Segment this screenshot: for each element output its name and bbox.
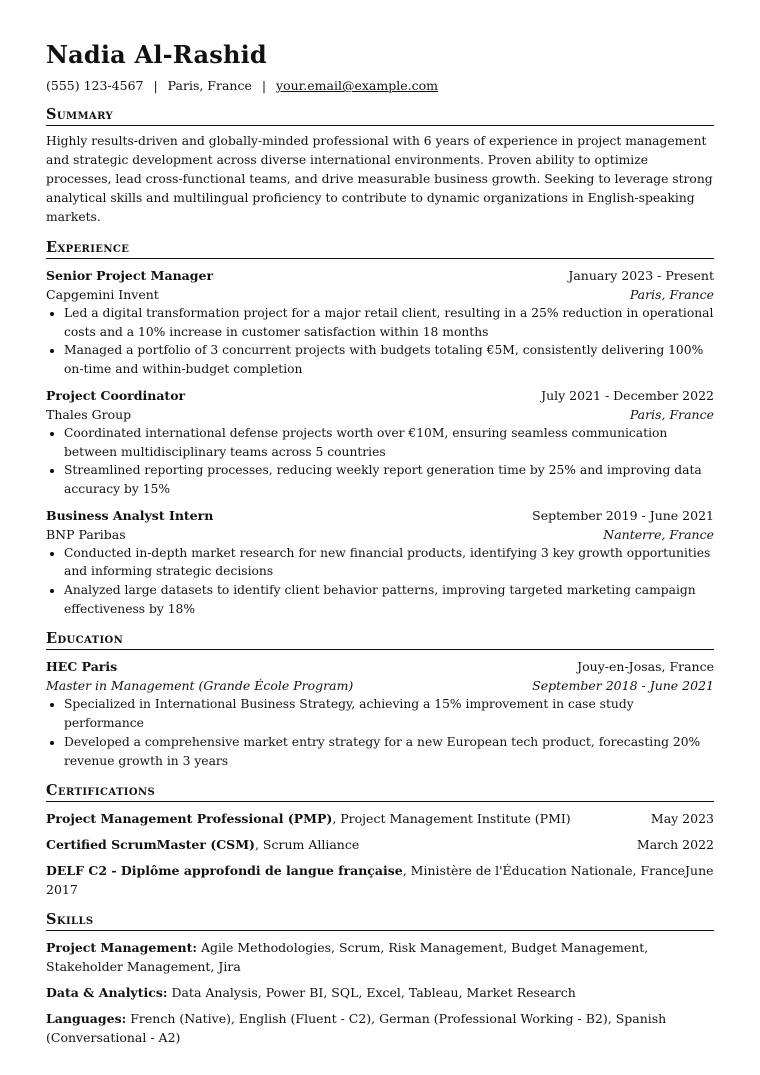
job-bullet: • Managed a portfolio of 3 concurrent projects with budgets totaling €5M, consistently delivering 100% on-time and within-budget completion — [64, 341, 714, 378]
certification-date: June 2017 — [46, 863, 714, 898]
job-role: Senior Project Manager — [46, 268, 214, 283]
certification-name: DELF C2 - Diplôme approfondi de langue française — [46, 863, 403, 879]
location: Paris, France — [167, 78, 252, 93]
skill-values: French (Native), English (Fluent - C2), German (Professional Working - B2), Spanish (Conversational - A2) — [46, 1011, 667, 1046]
job-location: Paris, France — [629, 406, 714, 422]
job-company: Capgemini Invent — [46, 287, 159, 302]
email-link[interactable]: your.email@example.com — [276, 78, 438, 93]
job-bullet: • Streamlined reporting processes, reducing weekly report generation time by 25% and improving data accuracy by 15% — [64, 461, 714, 498]
skill-label: Data & Analytics: — [46, 985, 168, 1001]
separator: | — [261, 78, 267, 93]
separator: | — [153, 78, 158, 93]
certification-issuer: , Scrum Alliance — [254, 837, 360, 853]
certification-issuer: , Ministère de l'Éducation Nationale, France — [402, 863, 686, 879]
education-bullet: • Developed a comprehensive market entry strategy for a new European tech product, forecasting 20% revenue growth in 3 years — [64, 733, 714, 770]
job-company: Thales Group — [46, 406, 132, 422]
certification-date: March 2022 — [636, 837, 714, 853]
certification-name: Certified ScrumMaster (CSM) — [46, 837, 255, 853]
job-role: Business Analyst Intern — [46, 507, 214, 523]
education-heading: Education — [46, 630, 714, 650]
certification-name: Project Management Professional (PMP) — [46, 811, 333, 827]
skill-values: Data Analysis, Power BI, SQL, Excel, Tableau, Market Research — [167, 985, 576, 1001]
job-bullet: • Analyzed large datasets to identify client behavior patterns, improving targeted marketing campaign effectiveness by 18% — [64, 581, 714, 618]
skill-group — [46, 938, 714, 976]
skill-group — [46, 1009, 714, 1047]
job-entry — [46, 506, 714, 619]
contact-line — [46, 78, 714, 94]
job-dates: July 2021 - December 2022 — [541, 387, 714, 403]
skills-heading: Skills — [46, 911, 714, 931]
summary-text: Highly results-driven and globally-minded professional with 6 years of experience in project management and strategic development across diverse international environments. Proven ability to optimize processes, lead cross-functional teams, and drive measurable business growth. Seeking to leverage strong analytical skills and multilingual proficiency to contribute to dynamic organizations in English-speaking markets. — [46, 134, 713, 224]
experience-heading: Experience — [46, 239, 714, 259]
certification-issuer: , Project Management Institute (PMI) — [332, 811, 571, 827]
job-location: Paris, France — [629, 287, 714, 302]
school-location: Jouy-en-Josas, France — [577, 659, 714, 675]
job-role: Project Coordinator — [46, 387, 186, 403]
certifications-heading: Certifications — [46, 782, 714, 802]
job-location: Nanterre, France — [603, 526, 714, 542]
job-entry — [46, 386, 714, 499]
job-entry — [46, 266, 714, 379]
job-company: BNP Paribas — [46, 526, 126, 542]
education-dates: September 2018 - June 2021 — [532, 678, 714, 694]
phone-number: (555) 123-4567 — [46, 78, 144, 93]
job-dates: September 2019 - June 2021 — [532, 507, 714, 523]
education-bullet: • Specialized in International Business Strategy, achieving a 15% improvement in case study performance — [64, 695, 714, 732]
certification-item — [46, 861, 714, 899]
certification-date: May 2023 — [650, 811, 714, 827]
skill-label: Languages: — [46, 1011, 127, 1027]
education-entry — [46, 657, 714, 770]
certification-item — [46, 835, 714, 854]
skill-label: Project Management: — [46, 940, 198, 956]
skill-group — [46, 983, 714, 1002]
summary-heading: Summary — [46, 106, 714, 126]
certification-item — [46, 809, 714, 828]
school-name: HEC Paris — [46, 659, 118, 675]
degree: Master in Management (Grande École Program) — [46, 678, 354, 694]
job-bullet: • Conducted in-depth market research for new financial products, identifying 3 key growth opportunities and informing strategic decisions — [64, 544, 714, 581]
job-dates: January 2023 - Present — [568, 268, 714, 283]
job-bullet: • Led a digital transformation project for a major retail client, resulting in a 25% reduction in operational costs and a 10% increase in customer satisfaction within 18 months — [64, 304, 714, 341]
job-bullet: • Coordinated international defense projects worth over €10M, ensuring seamless communication between multidisciplinary teams across 5 countries — [64, 424, 714, 461]
skill-values: Agile Methodologies, Scrum, Risk Management, Budget Management, Stakeholder Management, Jira — [46, 940, 649, 975]
candidate-name: Nadia Al-Rashid — [46, 40, 267, 69]
